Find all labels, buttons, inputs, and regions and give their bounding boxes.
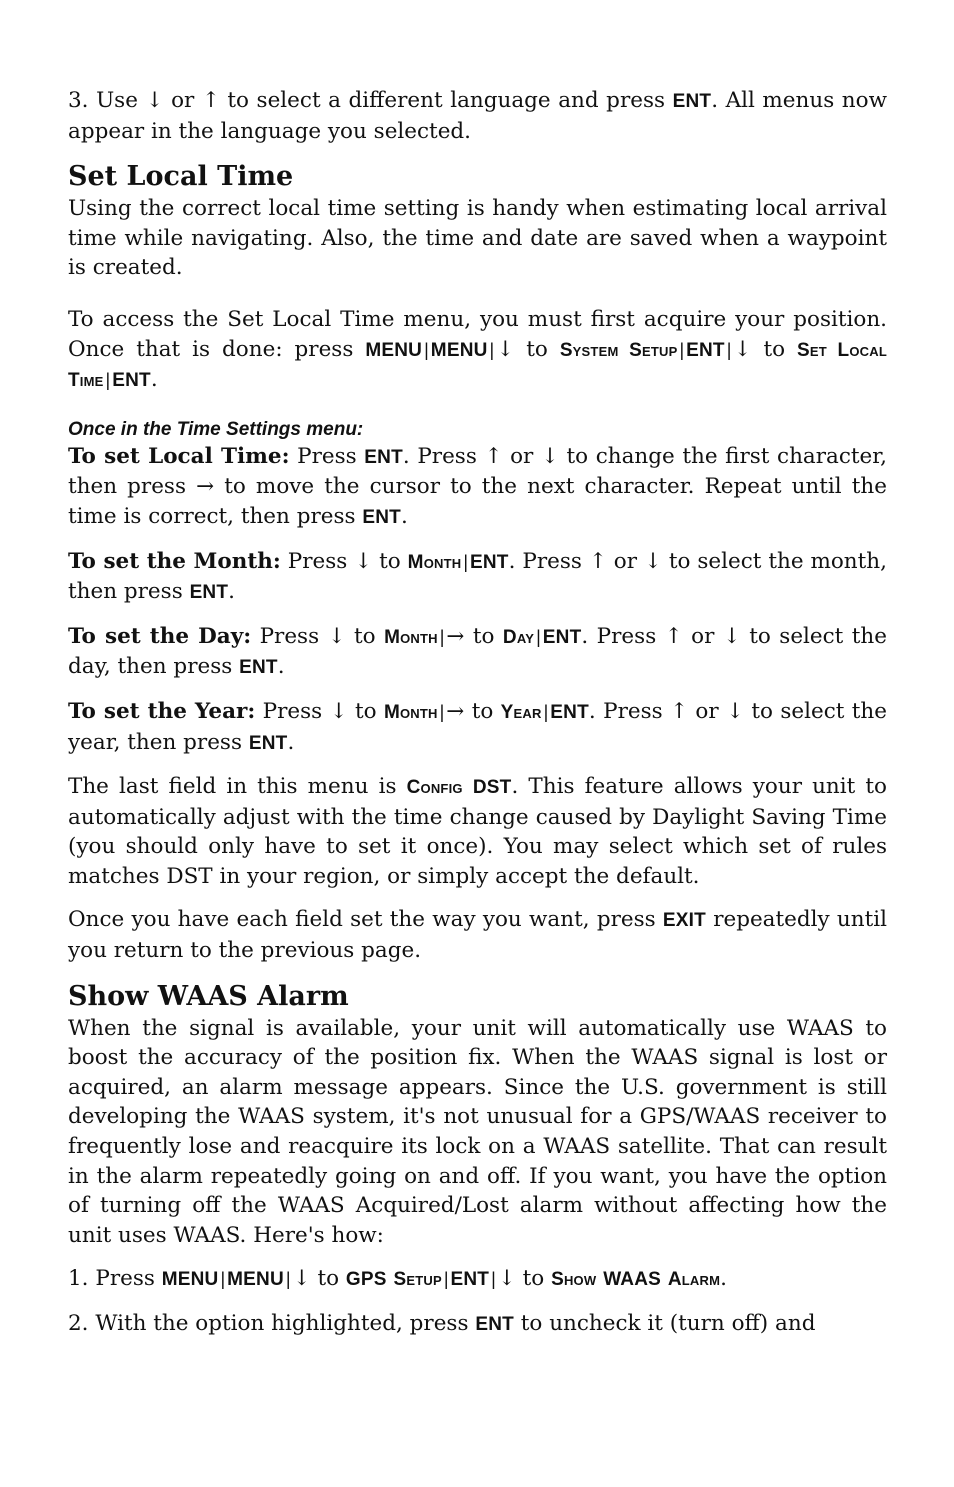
text: 2. With the option highlighted, press (68, 1311, 476, 1336)
separator: | (220, 1269, 226, 1290)
year-paragraph (68, 697, 887, 758)
key-ent: ENT (450, 1269, 490, 1291)
lead-label: To set Local Time: (68, 443, 290, 469)
text: . This feature allows your unit to automatically adjust with the time change caused by Daylight Saving Time (you should only have to set it once). You may select which set of rules matches DST in your region, or simply accept the default. (68, 774, 887, 889)
separator: | (439, 701, 445, 722)
text: Press ↓ to (280, 548, 408, 574)
menu-dst: DST (472, 777, 512, 799)
text: 1. Press (68, 1266, 162, 1292)
text: Press ↓ to (255, 698, 384, 724)
key-ent: ENT (475, 1314, 514, 1335)
text: . (287, 729, 295, 755)
key-ent: ENT (364, 446, 403, 468)
text: 3. Use ↓ or ↑ to select a different language and press (68, 88, 673, 113)
menu-set-local-time: Set Local Time (68, 339, 887, 392)
down-arrow: ↓ (292, 1266, 311, 1292)
day-paragraph (68, 622, 887, 683)
text: . (720, 1266, 727, 1292)
menu-waas: WAAS (603, 1269, 661, 1291)
text: The last field in this menu is (68, 774, 407, 800)
text: . Press ↑ or ↓ to change the first character, then press → to move the cursor to the next character. Repeat until the time is correct, then press (68, 443, 888, 529)
separator: | (443, 1269, 449, 1290)
separator: | (105, 370, 111, 391)
key-ent: ENT (239, 657, 278, 679)
key-menu: MENU (365, 339, 423, 361)
key-menu: MENU (430, 339, 488, 361)
key-ent: ENT (189, 582, 229, 604)
text: Press (289, 443, 365, 469)
right-arrow: → (446, 698, 465, 724)
lead-label: To set the Month: (68, 548, 281, 574)
text: . All menus now appear in the language you selected. (68, 88, 887, 144)
right-arrow: → (446, 623, 465, 649)
key-ent: ENT (248, 732, 288, 754)
document-page (68, 86, 887, 1340)
dst-paragraph (68, 772, 887, 891)
text: . Press ↑ or ↓ to select the day, then press (68, 623, 887, 680)
separator: | (424, 339, 429, 360)
text: . (150, 367, 158, 393)
text: to (471, 698, 494, 724)
month-paragraph (68, 547, 887, 608)
down-arrow: ↓ (497, 1266, 516, 1292)
lead-label: To set the Year: (68, 698, 256, 724)
menu-alarm: Alarm (667, 1269, 721, 1291)
text: to (522, 1266, 545, 1292)
down-arrow: ↓ (496, 336, 515, 362)
key-ent: ENT (686, 339, 725, 361)
key-ent: ENT (112, 370, 151, 392)
menu-show: Show (551, 1269, 597, 1291)
text: to (472, 623, 495, 649)
text: . (401, 503, 408, 529)
text: . Press ↑ or ↓ to select the year, then press (68, 698, 887, 755)
text: . (228, 579, 236, 605)
heading-show-waas-alarm: Show WAAS Alarm (68, 980, 349, 1012)
waas-paragraph: When the signal is available, your unit will automatically use WAAS to boost the accuracy of the position fix. When the WAAS signal is lost or acquired, an alarm message appears. Since the U.S. government is still developing the WAAS system, it's not unusual for a GPS/WAAS receiver to frequently lose and reacquire its lock on a WAAS satellite. That can result in the alarm repeatedly going on and off. If you want, you have the option of turning off the WAAS Acquired/Lost alarm without affecting how the unit uses WAAS. Here's how: (68, 1015, 887, 1248)
separator: | (543, 701, 549, 722)
down-arrow: ↓ (733, 336, 752, 362)
key-ent: ENT (470, 551, 509, 573)
key-ent: ENT (542, 626, 582, 648)
menu-system-setup: System Setup (559, 339, 678, 361)
separator: | (536, 626, 541, 647)
menu-setup: Setup (393, 1269, 442, 1291)
local-time-paragraph (68, 442, 887, 533)
separator: | (679, 339, 685, 360)
subheading-time-settings: Once in the Time Settings menu: (68, 418, 364, 440)
text: . Press ↑ or ↓ to select the month, then press (68, 548, 887, 605)
separator: | (491, 1269, 496, 1290)
text: Press ↓ to (251, 623, 385, 649)
separator: | (439, 626, 445, 647)
key-menu: MENU (161, 1269, 219, 1291)
text: Once you have each field set the way you want, press (68, 907, 663, 933)
intro-paragraph: Using the correct local time setting is handy when estimating local arrival time while navigating. Also, the time and date are saved when a waypoint is created. (68, 196, 887, 281)
text: to (526, 336, 548, 362)
exit-paragraph (68, 905, 887, 965)
step-2-paragraph (68, 1309, 887, 1340)
separator: | (489, 339, 495, 360)
separator: | (285, 1269, 291, 1290)
heading-set-local-time: Set Local Time (68, 161, 294, 193)
menu-gps: GPS (345, 1269, 387, 1291)
key-ent: ENT (362, 506, 401, 528)
text: to (763, 336, 786, 362)
step-1-paragraph (68, 1264, 887, 1295)
key-exit: EXIT (662, 910, 706, 932)
text: to uncheck it (turn off) and (513, 1311, 816, 1336)
step-3-paragraph (68, 86, 887, 146)
menu-config: Config (406, 777, 463, 799)
key-ent: ENT (550, 701, 589, 723)
access-paragraph (68, 305, 887, 396)
text: to (317, 1266, 340, 1292)
menu-year: Year (500, 701, 542, 723)
text: . (277, 654, 285, 680)
menu-day: Day (502, 626, 535, 648)
lead-label: To set the Day: (68, 623, 252, 649)
menu-month: Month (407, 551, 462, 573)
text: repeatedly until you return to the previous page. (68, 907, 887, 964)
menu-month: Month (384, 626, 438, 648)
menu-month: Month (383, 701, 438, 723)
key-menu: MENU (227, 1269, 284, 1291)
key-ent: ENT (672, 91, 712, 112)
separator: | (726, 339, 732, 360)
separator: | (463, 551, 469, 572)
text: To access the Set Local Time menu, you must first acquire your position. Once that is done: press (68, 306, 887, 362)
